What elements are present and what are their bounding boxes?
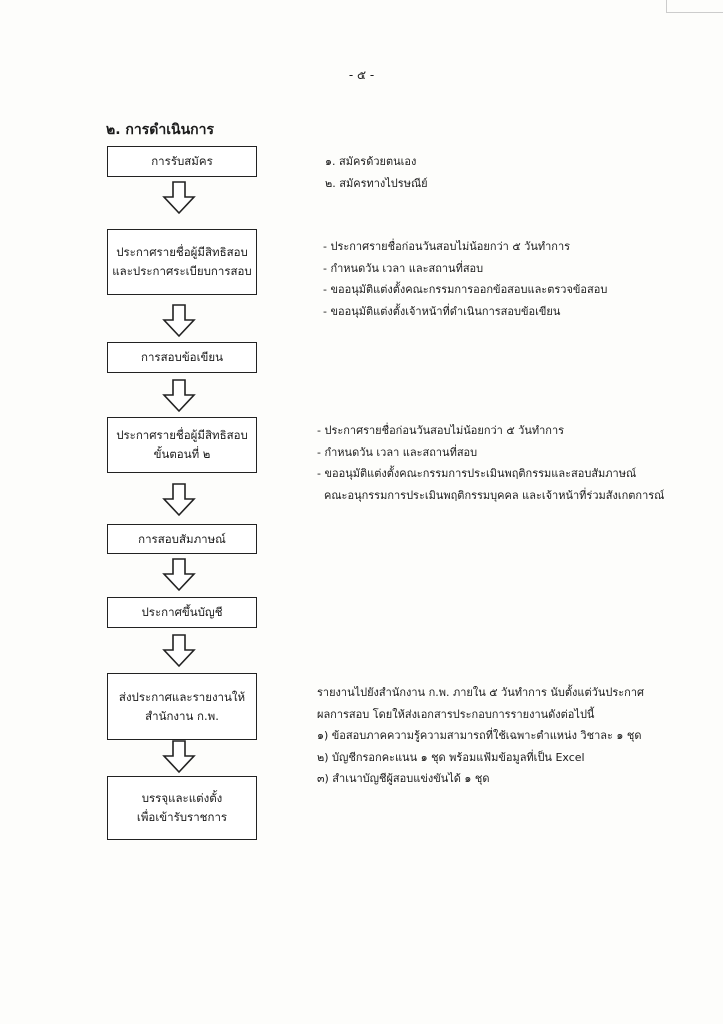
step-label: การรับสมัคร (151, 154, 213, 168)
down-arrow-icon (162, 483, 196, 517)
section-title: ๒. การดำเนินการ (106, 122, 215, 138)
page-number: - ๕ - (348, 68, 375, 82)
step-list-announcement (107, 597, 257, 628)
notes-application (325, 151, 428, 194)
scan-corner-mark (666, 0, 723, 13)
note-line: - กำหนดวัน เวลา และสถานที่สอบ (317, 445, 478, 459)
step-label: สำนักงาน ก.พ. (145, 708, 219, 723)
note-line: - ขออนุมัติแต่งตั้งคณะกรรมการประเมินพฤติกรรมและสอบสัมภาษณ์ (317, 467, 637, 480)
step-label: ส่งประกาศและรายงานให้ (118, 689, 246, 704)
step-interview (107, 524, 257, 554)
down-arrow-icon (162, 558, 196, 592)
note-line: คณะอนุกรรมการประเมินพฤติกรรมบุคคล และเจ้าหน้าที่ร่วมสังเกตการณ์ (317, 488, 665, 502)
note-line: ผลการสอบ โดยให้ส่งเอกสารประกอบการรายงานดังต่อไปนี้ (317, 707, 595, 721)
step-appointment (107, 776, 257, 840)
step-label: ขั้นตอนที่ ๒ (153, 447, 211, 461)
note-line: - ประกาศรายชื่อก่อนวันสอบไม่น้อยกว่า ๕ วันทำการ (317, 424, 565, 437)
step-application (107, 146, 257, 177)
note-line: - ขออนุมัติแต่งตั้งเจ้าหน้าที่ดำเนินการสอบข้อเขียน (323, 304, 561, 318)
notes-stage2 (317, 420, 664, 506)
step-label: บรรจุและแต่งตั้ง (141, 791, 223, 805)
step-stage2-announcement (107, 417, 257, 473)
note-line: ๒. สมัครทางไปรษณีย์ (325, 176, 428, 190)
step-label: ประกาศรายชื่อผู้มีสิทธิสอบ (116, 428, 248, 442)
down-arrow-icon (162, 304, 196, 338)
step-written-exam (107, 342, 257, 373)
down-arrow-icon (162, 379, 196, 413)
step-label: และประกาศระเบียบการสอบ (112, 264, 252, 278)
note-line: - ขออนุมัติแต่งตั้งคณะกรรมการออกข้อสอบและตรวจข้อสอบ (323, 283, 608, 296)
down-arrow-icon (162, 181, 196, 215)
step-label: ประกาศรายชื่อผู้มีสิทธิสอบ (116, 245, 248, 259)
down-arrow-icon (162, 634, 196, 668)
notes-announcement (323, 236, 607, 322)
notes-report (317, 682, 644, 790)
note-line: ๑. สมัครด้วยตนเอง (325, 155, 417, 168)
note-line: รายงานไปยังสำนักงาน ก.พ. ภายใน ๕ วันทำการ นับตั้งแต่วันประกาศ (317, 686, 644, 699)
note-line: ๓) สำเนาบัญชีผู้สอบแข่งขันได้ ๑ ชุด (317, 772, 490, 785)
note-line: ๑) ข้อสอบภาคความรู้ความสามารถที่ใช้เฉพาะตำแหน่ง วิชาละ ๑ ชุด (317, 729, 642, 742)
note-line: - ประกาศรายชื่อก่อนวันสอบไม่น้อยกว่า ๕ วันทำการ (323, 240, 571, 253)
step-label: การสอบสัมภาษณ์ (138, 531, 226, 546)
step-candidate-announcement (107, 229, 257, 295)
note-line: - กำหนดวัน เวลา และสถานที่สอบ (323, 261, 484, 275)
note-line: ๒) บัญชีกรอกคะแนน ๑ ชุด พร้อมแฟ้มข้อมูลที่เป็น Excel (317, 750, 585, 764)
down-arrow-icon (162, 740, 196, 774)
step-label: ประกาศขึ้นบัญชี (141, 605, 223, 619)
step-report-ocsc (107, 673, 257, 740)
step-label: เพื่อเข้ารับราชการ (136, 810, 228, 824)
step-label: การสอบข้อเขียน (141, 350, 223, 364)
